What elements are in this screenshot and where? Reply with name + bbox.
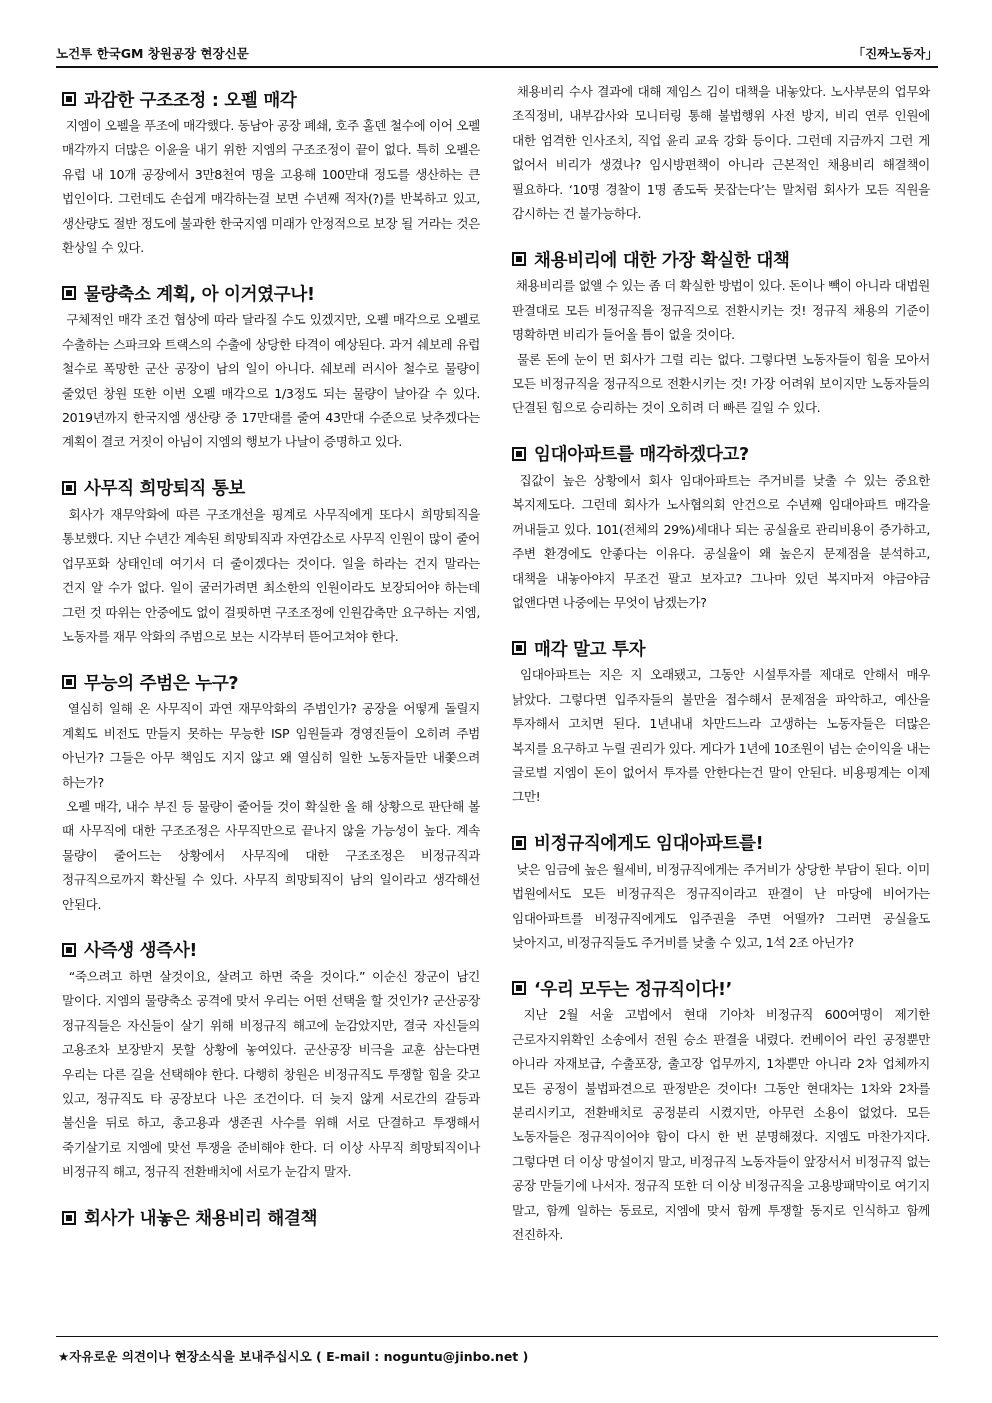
article-section [512, 441, 930, 615]
article-section [62, 669, 480, 917]
article-section [62, 475, 480, 649]
article-paragraph: 지난 2월 서울 고법에서 현대 기아차 비정규직 600여명이 제기한 근로자지위확인 소송에서 전원 승소 판결을 내렸다. 컨베이어 라인 공정뿐만 아니라 자재보급, 수출포장, 출고장 업무까지, 1차뿐만 아니라 2차 업체까지 모든 공정이 불법파견으로 판정받은 것이다! 그동안 현대차는 1차와 2차를 분리시키고, 전환배치로 공정분리 시켰지만, 아무런 소용이 없었다. 모든 노동자들은 정규직이어야 함이 다시 한 번 분명해졌다. 지엠도 마찬가지다. 그렇다면 더 이상 망설이지 말고, 비정규직 노동자들이 앞장서서 비정규직 없는 공장 만들기에 나서자. 정규직 또한 더 이상 비정규직을 고용방패막이로 여기지 말고, 함께 일하는 동료로, 지엠에 맞서 함께 투쟁할 동지로 인식하고 함께 전진하자. [512, 1007, 930, 1243]
article-section [62, 937, 480, 1185]
square-bullet-icon [62, 1211, 76, 1225]
section-gap [512, 615, 930, 629]
article-paragraph: 임대아파트는 지은 지 오래됐고, 그동안 시설투자를 제대로 안해서 매우 낡았다. 그렇다면 입주자들의 불만을 접수해서 문제점을 파악하고, 예산을 투자해서 고치면 된다. 1년내내 차만드느라 고생하는 노동자들은 더많은 복지를 요구하고 누릴 권리가 있다. 게다가 1년에 10조원이 넘는 순이익을 내는 글로벌 지엠이 돈이 없어서 투자를 안한다는건 말이 안된다. 비용핑계는 이제 그만! [512, 667, 930, 805]
publication-title: 「진짜노동자」 [852, 46, 938, 61]
article-section [62, 86, 480, 260]
footer-email[interactable]: noguntu@jinbo.net [383, 1349, 519, 1364]
footer [58, 1347, 528, 1365]
article-heading [62, 669, 480, 695]
square-bullet-icon [62, 675, 76, 689]
section-gap [62, 1185, 480, 1199]
article-heading [62, 1205, 480, 1231]
article-paragraph: 채용비리를 없앨 수 있는 좀 더 확실한 방법이 있다. 돈이나 빽이 아니라 대법원 판결대로 모든 비정규직을 정규직으로 전환시키는 것! 정규직 채용의 기준이 명확하면 비리가 들어올 틈이 없을 것이다. [512, 278, 930, 343]
publication-name: 노건투 한국GM 창원공장 현장신문 [56, 46, 249, 61]
section-gap [62, 649, 480, 663]
square-bullet-icon [62, 481, 76, 495]
article-title: 사무직 희망퇴직 통보 [84, 479, 246, 500]
article-title: 회사가 내놓은 채용비리 해결책 [84, 1209, 318, 1230]
article-heading [62, 475, 480, 501]
section-gap [62, 260, 480, 274]
article-paragraph: 낮은 임금에 높은 월세비, 비정규직에게는 주거비가 상당한 부담이 된다. 이미 법원에서도 모든 비정규직은 정규직이라고 판결이 난 마당에 비어가는 임대아파트를 비정규직에게도 입주권을 주면 어떨까? 그러면 공실율도 낮아지고, 비정규직들도 주거비를 낮출 수 있고, 1석 2조 아닌가? [512, 861, 930, 950]
article-title: 채용비리에 대한 가장 확실한 대책 [534, 250, 790, 271]
newspaper-header [56, 40, 938, 68]
section-gap [62, 917, 480, 931]
article-heading [512, 441, 930, 467]
article-paragraph: 지엠이 오펠을 푸조에 매각했다. 동남아 공장 폐쇄, 호주 홀덴 철수에 이어 오펠 매각까지 더많은 이윤을 내기 위한 지엠의 구조조정이 끝이 없다. 특히 오펠은 유럽 내 10개 공장에서 3만8천여 명을 고용해 100만대 정도를 생산하는 큰 법인이다. 그런데도 손쉽게 매각하는걸 보면 수년째 적자(?)를 반복하고 있고, 생산량도 절반 정도에 불과한 한국지엠 미래가 안정적으로 보장 될 거라는 것은 환상일 수 있다. [62, 118, 480, 256]
article-paragraph: 오펠 매각, 내수 부진 등 물량이 줄어들 것이 확실한 올 해 상황으로 판단해 볼 때 사무직에 대한 구조조정은 사무직만으로 끝나지 않을 가능성이 높다. 계속 물량이 줄어드는 상황에서 사무직에 대한 구조조정은 비정규직과 정규직으로까지 확산될 수 있다. 사무직 희망퇴직이 남의 일이라고 생각해선 안된다. [62, 798, 480, 912]
article-heading [512, 635, 930, 661]
article-section [512, 635, 930, 809]
article-title: 매각 말고 투자 [534, 639, 646, 660]
article-section [512, 975, 930, 1247]
article-paragraph: 열심히 일해 온 사무직이 과연 재무악화의 주범인가? 공장을 어떻게 돌릴지 계획도 비전도 만들지 못하는 무능한 ISP 임원들과 경영진들이 오히려 주범 아닌가? 그들은 아무 책임도 지지 않고 왜 열심히 일한 노동자들만 내쫓으려 하는가? [62, 701, 480, 790]
square-bullet-icon [512, 836, 526, 850]
square-bullet-icon [512, 641, 526, 655]
square-bullet-icon [62, 286, 76, 300]
article-heading [62, 937, 480, 963]
article-title: 임대아파트를 매각하겠다고? [534, 445, 749, 466]
article-paragraph: 채용비리 수사 결과에 대해 제임스 김이 대책을 내놓았다. 노사부문의 업무와 조직정비, 내부감사와 모니터링 통해 불법행위 사전 방지, 비리 연루 인원에 대한 엄격한 인사조치, 직업 윤리 교육 강화 등이다. 그런데 지금까지 그런 게 없어서 비리가 생겼나? 임시방편책이 아니라 근본적인 채용비리 해결책이 필요하다. ‘10명 경찰이 1명 좀도둑 못잡는다’는 말처럼 회사가 모든 직원을 감시하는 건 불가능하다. [512, 84, 930, 222]
article-paragraph: 구체적인 매각 조건 협상에 따라 달라질 수도 있겠지만, 오펠 매각으로 오펠로 수출하는 스파크와 트랙스의 수출에 상당한 타격이 예상된다. 과거 쉐보레 유럽 철수로 폭망한 군산 공장이 남의 일이 아니다. 쉐보레 러시아 철수로 물량이 줄었던 창원 또한 이번 오펠 매각으로 1/3정도 되는 물량이 날아갈 수 있다. 2019년까지 한국지엠 생산량 중 17만대를 줄여 43만대 수준으로 낮추겠다는 계획이 결코 거짓이 아님이 지엠의 행보가 나날이 증명하고 있다. [62, 312, 480, 450]
article-title: ‘우리 모두는 정규직이다!’ [534, 979, 733, 1000]
article-section [512, 80, 930, 226]
footer-text: ★자유로운 의견이나 현장소식을 보내주십시오 ( E-mail : [58, 1349, 384, 1364]
right-column [512, 80, 930, 1247]
article-title: 비정규직에게도 임대아파트를! [534, 834, 764, 855]
article-paragraph: 집값이 높은 상황에서 회사 임대아파트는 주거비를 낮출 수 있는 중요한 복지제도다. 그런데 회사가 노사협의회 안건으로 수년째 임대아파트 매각을 꺼내들고 있다. 101(전체의 29%)세대나 되는 공실율로 관리비용이 증가하고, 주변 환경에도 안좋다는 이유다. 공실율이 왜 높은지 문제점을 분석하고, 대책을 내놓아야지 무조건 팔고 보자고? 그나마 있던 복지마저 야금야금 없앤다면 나중에는 무엇이 남겠는가? [512, 472, 930, 610]
article-heading [512, 830, 930, 856]
section-gap [512, 226, 930, 240]
left-column [62, 80, 480, 1233]
article-heading [62, 280, 480, 306]
square-bullet-icon [62, 92, 76, 106]
article-heading [512, 975, 930, 1001]
section-gap [512, 810, 930, 824]
section-gap [512, 421, 930, 435]
article-paragraph: 물론 돈에 눈이 먼 회사가 그럴 리는 없다. 그렇다면 노동자들이 힘을 모아서 모든 비정규직을 정규직으로 전환시키는 것! 가장 어려워 보이지만 노동자들의 단결된 힘으로 승리하는 것이 오히려 더 빠른 길일 수 있다. [512, 351, 930, 416]
section-gap [512, 955, 930, 969]
square-bullet-icon [512, 252, 526, 266]
article-section [62, 280, 480, 454]
article-section [512, 830, 930, 956]
article-section [512, 246, 930, 420]
footer-close: ) [518, 1349, 529, 1364]
article-title: 물량축소 계획, 아 이거였구나! [84, 284, 315, 305]
square-bullet-icon [512, 981, 526, 995]
article-heading [512, 246, 930, 272]
article-paragraph: 회사가 재무악화에 따른 구조개선을 핑계로 사무직에게 또다시 희망퇴직을 통보했다. 지난 수년간 계속된 희망퇴직과 자연감소로 사무직 인원이 많이 줄어 업무포화 상태인데 여기서 더 줄이겠다는 것이다. 일을 하라는 건지 말라는 건지 알 수가 없다. 일이 굴러가려면 최소한의 인원이라도 보장되어야 하는데 그런 것 따위는 안중에도 없이 걸핏하면 구조조정에 인원감축만 요구하는 지엠, 노동자를 재무 악화의 주범으로 보는 시각부터 뜯어고쳐야 한다. [62, 506, 480, 644]
square-bullet-icon [62, 943, 76, 957]
article-heading [62, 86, 480, 112]
section-gap [62, 455, 480, 469]
square-bullet-icon [512, 447, 526, 461]
article-title: 무능의 주범은 누구? [84, 673, 239, 694]
article-paragraph: “죽으려고 하면 살것이요, 살려고 하면 죽을 것이다.” 이순신 장군이 남긴 말이다. 지엠의 물량축소 공격에 맞서 우리는 어떤 선택을 할 것인가? 군산공장 정규직들은 자신들이 살기 위해 비정규직 해고에 눈감았지만, 결국 자신들의 고용조차 보장받지 못할 상황에 놓여있다. 군산공장 비극을 교훈 삼는다면 우리는 다른 길을 선택해야 한다. 다행히 창원은 비정규직도 투쟁할 힘을 갖고 있고, 정규직도 타 공장보다 나은 조건이다. 더 늦지 않게 서로간의 갈등과 불신을 뒤로 하고, 총고용과 생존권 사수를 위해 서로 단결하고 투쟁해서 죽기살기로 지엠에 맞선 투쟁을 준비해야 한다. 더 이상 사무직 희망퇴직이나 비정규직 해고, 정규직 전환배치에 서로가 눈감지 말자. [62, 968, 480, 1180]
footer-divider [56, 1336, 938, 1337]
article-section [62, 1205, 480, 1231]
article-title: 사즉생 생즉사! [84, 941, 198, 962]
article-title: 과감한 구조조정 : 오펠 매각 [84, 90, 297, 111]
